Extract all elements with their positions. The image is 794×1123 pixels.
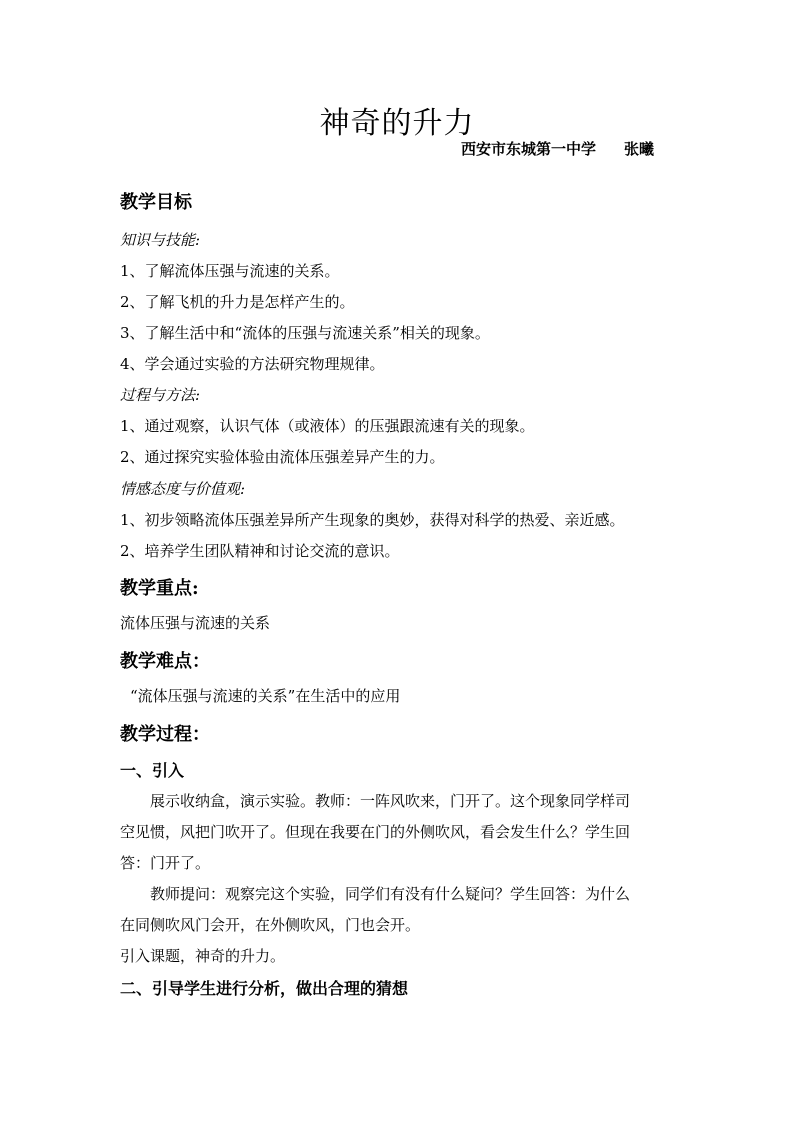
- difficulty-text: “流体压强与流速的关系”在生活中的应用: [130, 687, 401, 705]
- process-method-item: 2、通过探究实验体验由流体压强差异产生的力。: [120, 448, 445, 466]
- paragraph-line: 答：门开了。: [120, 854, 211, 872]
- emotion-heading: 情感态度与价值观:: [120, 480, 246, 498]
- knowledge-item: 1、了解流体压强与流速的关系。: [120, 262, 340, 280]
- difficulty-heading: 教学难点：: [120, 651, 210, 672]
- paragraph-line: 空见惯，风把门吹开了。但现在我要在门的外侧吹风，看会发生什么？学生回: [120, 823, 631, 841]
- knowledge-item: 4、学会通过实验的方法研究物理规律。: [120, 355, 385, 373]
- knowledge-item: 2、了解飞机的升力是怎样产生的。: [120, 293, 355, 311]
- author-line: [461, 138, 654, 159]
- key-point-heading: 教学重点:: [120, 578, 199, 599]
- paragraph-line: 展示收纳盒，演示实验。教师：一阵风吹来，门开了。这个现象同学样司: [150, 792, 631, 810]
- section-intro-heading: 一、引入: [120, 761, 185, 780]
- objectives-heading: 教学目标: [120, 192, 192, 213]
- process-method-item: 1、通过观察，认识气体（或液体）的压强跟流速有关的现象。: [120, 417, 535, 435]
- document-title: 神奇的升力: [319, 106, 475, 141]
- paragraph-line: 在同侧吹风门会开，在外侧吹风，门也会开。: [120, 916, 421, 934]
- emotion-item: 1、初步领略流体压强差异所产生现象的奥妙，获得对科学的热爱、亲近感。: [120, 511, 625, 529]
- key-point-text: 流体压强与流速的关系: [120, 614, 271, 632]
- author-school: 西安市东城第一中学: [460, 140, 596, 158]
- paragraph-line: 教师提问：观察完这个实验，同学们有没有什么疑问？学生回答：为什么: [150, 885, 631, 903]
- knowledge-item: 3、了解生活中和“流体的压强与流速关系”相关的现象。: [120, 324, 490, 342]
- paragraph-line: 引入课题，神奇的升力。: [120, 947, 286, 965]
- author-name: 张曦: [623, 140, 654, 158]
- knowledge-heading: 知识与技能:: [120, 231, 201, 249]
- emotion-item: 2、培养学生团队精神和讨论交流的意识。: [120, 542, 400, 560]
- teaching-process-heading: 教学过程：: [120, 724, 210, 745]
- section-guide-heading: 二、引导学生进行分析，做出合理的猜想: [120, 979, 409, 998]
- process-method-heading: 过程与方法:: [120, 386, 201, 404]
